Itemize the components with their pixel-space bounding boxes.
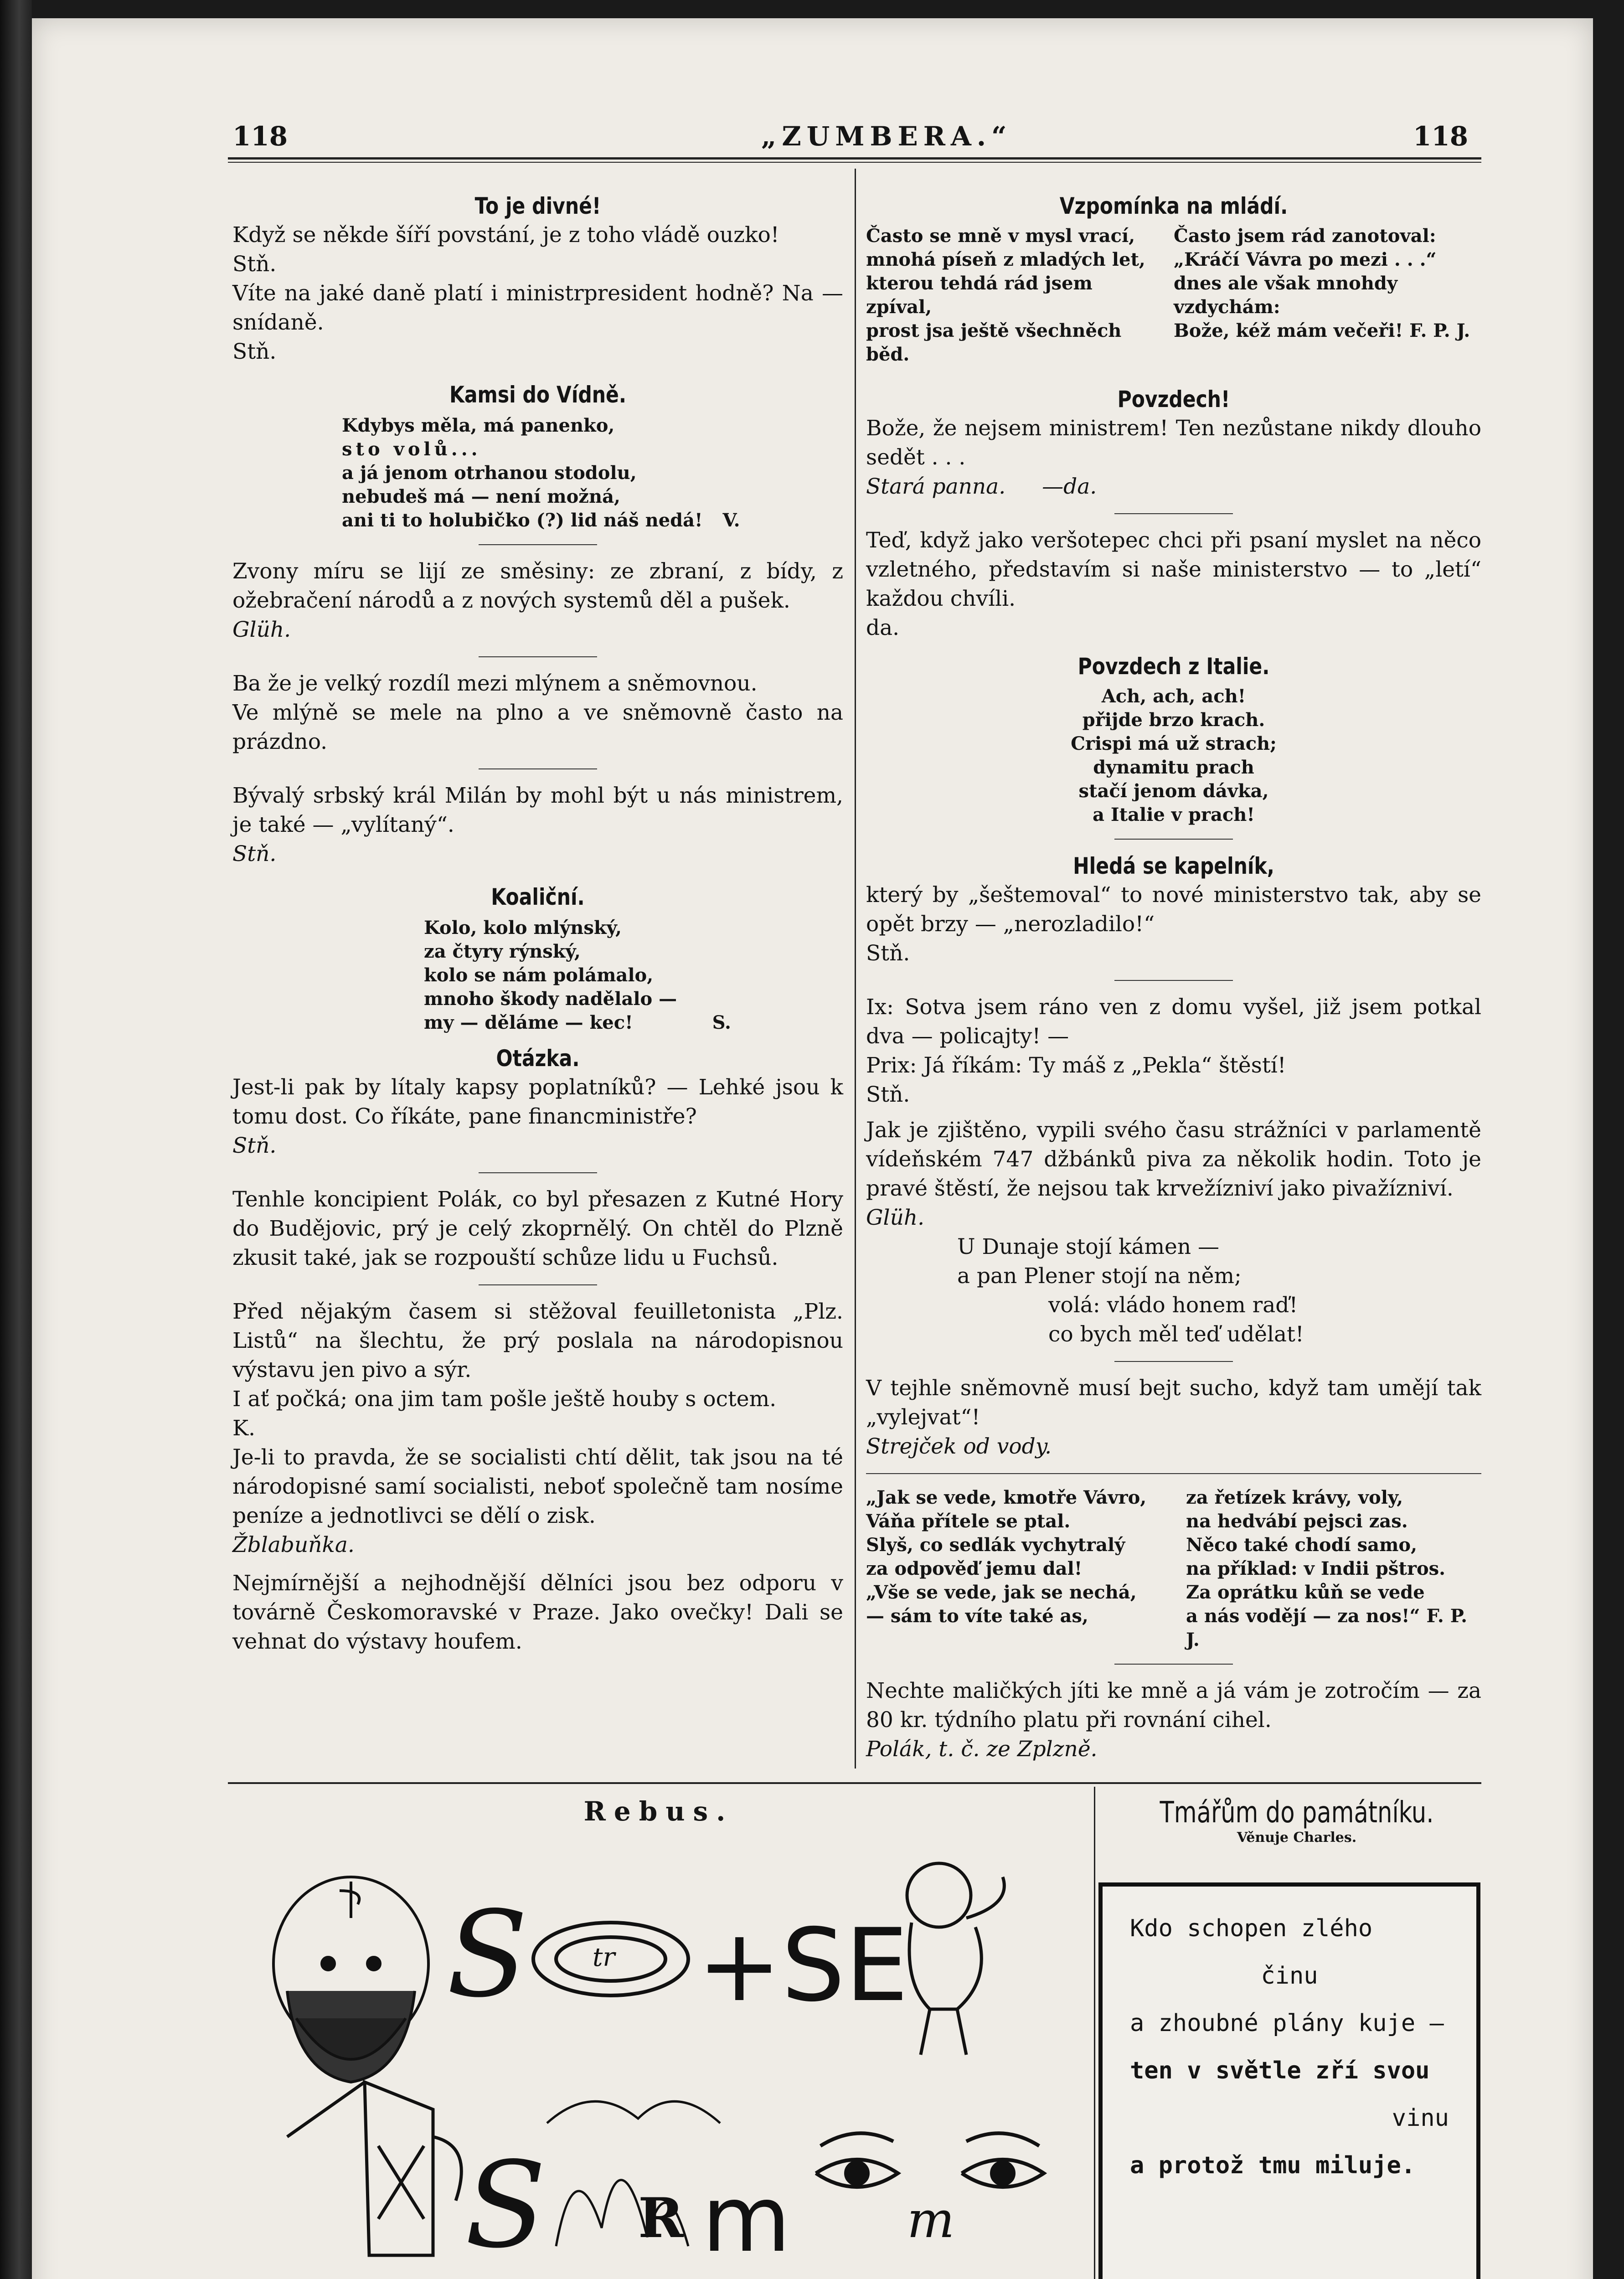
separator [1114,980,1233,981]
tmarum-line: vinu [1392,2104,1449,2132]
heading-to-je-divne: To je divné! [474,193,601,219]
verse-line: volá: vládo honem raď! [1048,1293,1298,1318]
signature: da. [866,615,900,640]
rebus-glyph-s1: S [447,1886,528,2024]
bottom-divider [1094,1787,1095,2279]
article-text: Jest-li pak by lítaly kapsy poplatníků? — Lehké jsou k tomu dost. Co říkáte, pane financministře? [232,1075,843,1129]
poem-vzpominka [866,224,1481,366]
dialog-line: — sám to víte také as, [866,1605,1088,1627]
poem-line: Často se mně v mysl vrací, [866,225,1135,247]
signature: Polák, t. č. ze Zplzně. [866,1737,1098,1762]
poem-line: mnoho škody nadělalo — [424,988,677,1010]
verse-line: a pan Plener stojí na něm; [957,1263,1242,1289]
heading-koalicni: Koaliční. [491,884,585,910]
separator [479,544,597,545]
poem-column-left [866,224,1161,366]
heading-vzpominka: Vzpomínka na mládí. [1059,193,1288,219]
tmarum-line: a protož tmu miluje. [1130,2152,1416,2179]
poem-line: Ach, ach, ach! [1101,686,1246,707]
tmarum-frame [1098,1882,1480,2279]
article-text: Prix: Já říkám: Ty máš z „Pekla“ štěstí! [866,1053,1286,1078]
poem-line: Crispi má už strach; [1071,733,1277,754]
tmarum-panel [1108,1796,1486,1846]
dialog-line: na příklad: v Indii pštros. [1186,1558,1446,1579]
page-number-right: 118 [1413,121,1469,152]
article-text: Před nějakým časem si stěžoval feuilletonista „Plz. Listů“ na šlechtu, že prý poslala na národopisnou výstavu jen pivo a sýr. [232,1299,843,1382]
poem-line: nebudeš má — není možná, [342,486,620,507]
signature: Stň. [232,1133,277,1158]
article-text: V tejhle sněmovně musí bejt sucho, když tam umějí tak „vylejvat“! [866,1376,1481,1430]
poem-line: stačí jenom dávka, [1078,780,1269,802]
signature: Strejček od vody. [866,1434,1052,1459]
verse-line: co bych měl teď udělat! [1048,1322,1304,1347]
tmarum-line: a zhoubné plány kuje — [1130,2010,1444,2037]
dialog-line [1186,1604,1481,1652]
poem-koalicni [424,916,843,1035]
dialog-line: „Jak se vede, kmotře Vávro, [866,1487,1147,1508]
rebus-title: Rebus. [583,1796,734,1827]
rebus-lion-figure [907,1863,1004,2055]
dialog-line: na hedvábí pejsci zas. [1186,1511,1408,1532]
signature: Žblabuňka. [232,1532,355,1557]
article-text: Když se někde šíří povstání, je z toho vládě ouzko! [232,222,779,247]
poem-line: Často jsem rád zanotoval: [1174,225,1436,247]
dialog-line: Slyš, co sedlák vychytralý [866,1534,1125,1556]
separator [479,1284,597,1285]
poem-line: Kdybys měla, má panenko, [342,415,615,436]
section-rule [228,1782,1481,1784]
poem-line: dynamitu prach [1093,757,1254,778]
article-text: Bývalý srbský král Milán by mohl být u nás ministrem, je také — „vylítaný“. [232,783,843,837]
article-text: Je-li to pravda, že se socialisti chtí dělit, tak jsou na té národopisné samí socialisti, neboť společně tam nosíme peníze a jednotlivci se dělí o zisk. [232,1445,843,1528]
tmarum-dedication: Věnuje Charles. [1237,1830,1357,1846]
rebus-glyph-s2: S [465,2137,546,2274]
heading-otazka: Otázka. [496,1045,580,1072]
separator [1114,1664,1233,1665]
heading-hleda-se-kapelnik: Hledá se kapelník, [1073,853,1274,879]
article-text: Bože, že nejsem ministrem! Ten nezůstane nikdy dlouho sedět . . . [866,416,1481,470]
poem-kamsi [342,414,843,532]
tmarum-poem [1103,1887,1476,2189]
tmarum-title: Tmářům do památníku. [1160,1796,1434,1830]
page-number-left: 118 [232,121,288,152]
verse-dunaj [957,1232,1481,1349]
article-text: Nechte maličkých jíti ke mně a já vám je zotročím — za 80 kr. týdního platu při rovnání cihel. [866,1678,1481,1732]
rebus-glyph-se: +SE [697,1907,908,2024]
masthead-title: „ZUMBERA.“ [761,121,1012,152]
dialog-line: Váňa přítele se ptal. [866,1511,1071,1532]
header-rule-thin [228,162,1481,163]
poem-line: sto volů... [342,438,481,460]
rebus-panel [228,1796,1089,2279]
poem-line: prost jsa ještě všechněch běd. [866,320,1122,365]
signature: V. [722,510,740,531]
signature: Glüh. [866,1205,925,1230]
rebus-man-figure [273,1877,428,2082]
article-text: I ať počká; ona jim tam pošle ještě houby s octem. [232,1387,777,1412]
signature: F. P. J. [1186,1605,1468,1650]
signature: —da. [1042,474,1097,499]
poem-line: kolo se nám polámalo, [424,964,654,986]
poem-italie [866,685,1481,827]
dialog-column-left [866,1486,1174,1652]
signature: Stň. [232,252,277,277]
heading-povzdech-z-italie: Povzdech z Italie. [1078,653,1270,680]
poem-line: dnes ale však mnohdy vzdychám: [1174,273,1398,318]
article-text: Víte na jaké daně platí i ministrpresident hodně? Na — snídaně. [232,281,843,335]
signature: Stň. [866,1082,910,1107]
poem-line: „Kráčí Vávra po mezi . . .“ [1174,249,1437,270]
rebus-eyes [816,2133,1044,2187]
poem-line: Kolo, kolo mlýnský, [424,917,622,938]
poem-line-text: ani ti to holubičko (?) lid náš nedá! [342,510,703,531]
poem-line: a já jenom otrhanou stodolu, [342,462,637,484]
signature: Stň. [232,339,277,364]
poem-column-right [1174,224,1481,366]
poem-line-text: my — děláme — kec! [424,1012,633,1033]
dialog-line: „Vše se vede, jak se nechá, [866,1582,1137,1603]
signature: Stň. [866,941,910,966]
separator [479,1172,597,1173]
poem-line: a Italie v prach! [1093,804,1255,825]
signature: Glüh. [232,617,291,642]
signature: K. [232,1416,256,1441]
article-text: Ba že je velký rozdíl mezi mlýnem a sněmovnou. [232,671,758,696]
article-text: Ix: Sotva jsem ráno ven z domu vyšel, již jsem potkal dva — policajty! — [866,995,1481,1049]
rebus-glyph-m1: m [702,2166,791,2273]
poem-line [1174,319,1481,343]
article-text: Nejmírnější a nejhodnější dělníci jsou bez odporu v továrně Českomoravské v Praze. Jako ovečky! Dali se vehnat do výstavy houfem. [232,1571,843,1654]
signature: F. P. J. [1409,320,1470,341]
poem-line: mnohá píseň z mladých let, [866,249,1145,270]
separator [866,1473,1481,1474]
separator [479,768,597,769]
dialog-line: Něco také chodí samo, [1186,1534,1418,1556]
separator [1114,513,1233,514]
article-text: Ve mlýně se mele na plno a ve sněmovně často na prázdno. [232,700,843,754]
separator [479,656,597,657]
right-column [866,191,1481,1764]
rebus-flames [547,2101,720,2246]
article-text: Zvony míru se lijí ze směsiny: ze zbraní, z bídy, z ožebračení národů a z nových systemů děl a pušek. [232,559,843,613]
rebus-illustration [228,1827,1089,2279]
rebus-glyph-m2: m [907,2191,955,2249]
separator [1114,1361,1233,1362]
tmarum-line: ten v světle zří svou [1130,2057,1430,2084]
poem-line: za čtyry rýnský, [424,941,581,962]
article-text: Teď, když jako veršotepec chci při psaní myslet na něco vzletného, představím si naše ministerstvo — to „letí“ každou chvíli. [866,528,1481,611]
signature: Stň. [232,841,277,866]
tmarum-line: činu [1261,1962,1318,1990]
dialog-line-text: a nás vodějí — za nos!“ [1186,1605,1420,1627]
rebus-watering-can [287,2082,461,2255]
tmarum-line: Kdo schopen zlého [1130,1915,1373,1942]
left-column [232,191,843,1656]
signature: S. [712,1012,731,1033]
column-divider [855,169,856,1769]
poem-line: přijde brzo krach. [1082,709,1265,731]
dialog-column-right [1186,1486,1481,1652]
heading-povzdech: Povzdech! [1117,386,1230,412]
verse-line: U Dunaje stojí kámen — [957,1234,1220,1259]
dialog-line: za odpověď jemu dal! [866,1558,1083,1579]
dialog-poem [866,1486,1481,1652]
poem-line [424,1011,843,1035]
rebus-glyph-r: R [638,2186,684,2250]
poem-line: kterou tehdá rád jsem zpíval, [866,273,1093,318]
header-rule [228,157,1481,160]
signature-who: Stará panna. [866,474,1006,499]
signature-line [866,472,1481,501]
scan-edge [0,0,32,2279]
poem-line [342,509,843,532]
heading-kamsi-do-vidne: Kamsi do Vídně. [449,382,627,408]
dialog-line: Za oprátku kůň se vede [1186,1582,1425,1603]
article-text: Tenhle koncipient Polák, co byl přesazen z Kutné Hory do Budějovic, prý je celý zkoprnělý. On chtěl do Plzně zkusit také, jak se rozpouští schůze lidu u Fuchsů. [232,1187,843,1270]
dialog-line: za řetízek krávy, voly, [1186,1487,1403,1508]
article-text: Jak je zjištěno, vypili svého času strážníci v parlamentě vídeňském 747 džbánků piva za několik hodin. Toto je pravé štěstí, že nejsou tak krvežízniví jako pivažízniví. [866,1118,1481,1201]
newspaper-page [32,18,1593,2279]
rebus-glyph-plate: tr [593,1943,615,1972]
poem-line-text: Bože, kéž mám večeři! [1174,320,1403,341]
article-text: který by „šeštemoval“ to nové ministerstvo tak, aby se opět brzy — „nerozladilo!“ [866,882,1481,937]
separator [1114,839,1233,840]
